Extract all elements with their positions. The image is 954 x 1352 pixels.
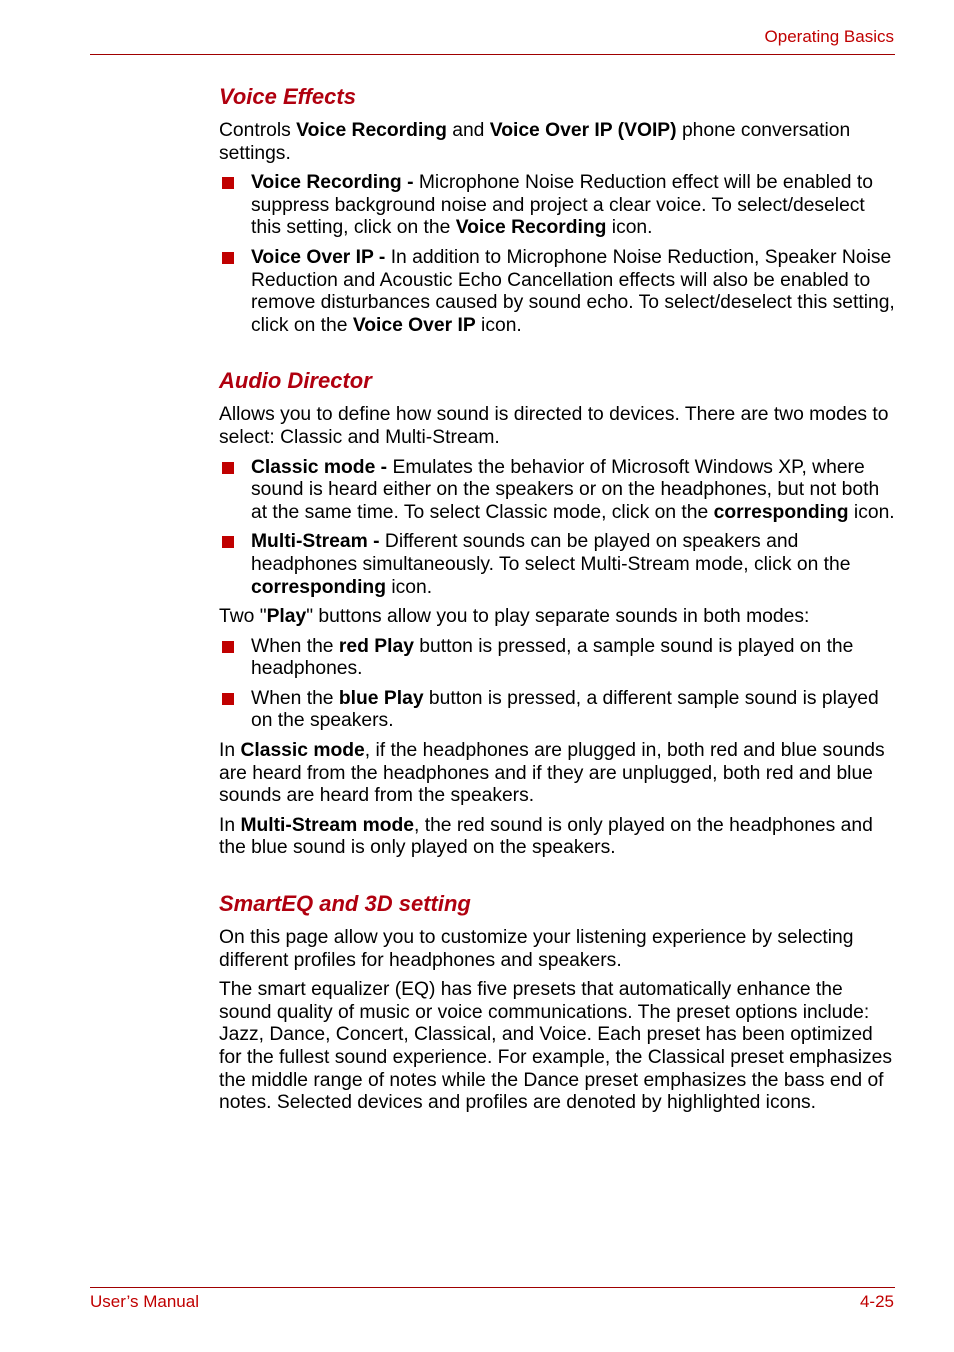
heading-smarteq: SmartEQ and 3D setting bbox=[219, 891, 471, 917]
smarteq-paragraph-2: The smart equalizer (EQ) has five presets that automatically enhance the sound quality of music or voice communications. The preset options include: Jazz, Dance, Concert, Classical, and Voice. Each preset has been optimized for the fullest sound experience. For example, the Classical preset emphasizes the middle range of notes while the Dance preset emphasizes the bass end of notes. Selected devices and profiles are denoted by highlighted icons. bbox=[219, 979, 893, 1114]
footer-rule bbox=[90, 1287, 895, 1288]
list-item-classic-mode: Classic mode - Emulates the behavior of Microsoft Windows XP, where sound is heard either on the speakers or on the headphones, but not both at the same time. To select Classic mode, click on the corresponding icon. bbox=[219, 457, 895, 525]
list-item-multi-stream: Multi-Stream - Different sounds can be played on speakers and headphones simultaneously. To select Multi-Stream mode, click on the corresponding icon. bbox=[219, 531, 895, 599]
bullet-square-icon bbox=[222, 252, 234, 264]
smarteq-paragraph-1: On this page allow you to customize your listening experience by selecting different profiles for headphones and speakers. bbox=[219, 927, 854, 971]
list-item-voice-over-ip: Voice Over IP - In addition to Microphone Noise Reduction, Speaker Noise Reduction and Acoustic Echo Cancellation effects will also be enabled to remove disturbances caused by sound echo. To select/deselect this setting, click on the Voice Over IP icon. bbox=[219, 247, 895, 337]
list-item-voice-recording: Voice Recording - Microphone Noise Reduction effect will be enabled to suppress background noise and project a clear voice. To select/deselect this setting, click on the Voice Recording icon. bbox=[219, 172, 895, 240]
classic-mode-paragraph: In Classic mode, if the headphones are plugged in, both red and blue sounds are heard from the headphones and if they are unplugged, both red and blue sounds are heard from the speakers. bbox=[219, 740, 885, 807]
footer-manual-title: User’s Manual bbox=[90, 1292, 199, 1311]
page-number: 4-25 bbox=[859, 1292, 894, 1311]
running-header: Operating Basics bbox=[764, 27, 894, 46]
list-item-blue-play: When the blue Play button is pressed, a different sample sound is played on the speakers. bbox=[219, 688, 895, 733]
multi-stream-paragraph: In Multi-Stream mode, the red sound is only played on the headphones and the blue sound is only played on the speakers. bbox=[219, 814, 873, 859]
heading-audio-director: Audio Director bbox=[219, 368, 372, 394]
heading-voice-effects: Voice Effects bbox=[219, 84, 356, 109]
page-content bbox=[219, 83, 895, 1122]
bullet-square-icon bbox=[222, 536, 234, 548]
bullet-square-icon bbox=[222, 693, 234, 705]
bullet-square-icon bbox=[222, 462, 234, 474]
bullet-square-icon bbox=[222, 177, 234, 189]
voice-effects-intro: Controls Voice Recording and Voice Over IP (VOIP) phone conversation settings. bbox=[219, 120, 851, 164]
bullet-square-icon bbox=[222, 641, 234, 653]
audio-director-intro: Allows you to define how sound is directed to devices. There are two modes to select: Classic and Multi-Stream. bbox=[219, 404, 889, 448]
play-buttons-intro: Two "Play" buttons allow you to play separate sounds in both modes: bbox=[219, 606, 810, 628]
header-rule bbox=[90, 54, 895, 55]
list-item-red-play: When the red Play button is pressed, a sample sound is played on the headphones. bbox=[219, 636, 895, 681]
